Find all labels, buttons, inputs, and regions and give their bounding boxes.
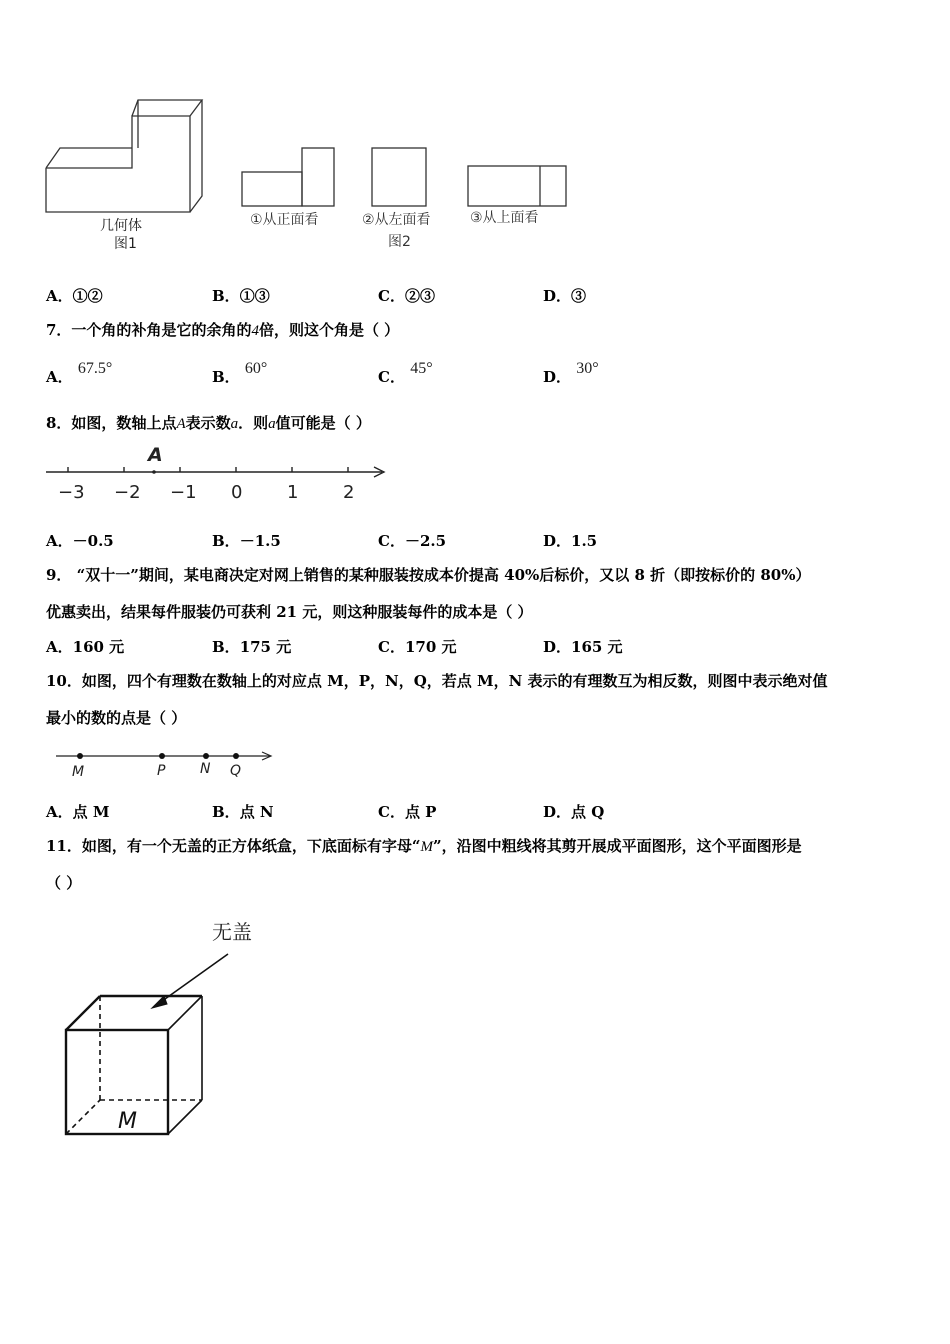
q11-stem-line1: 11．如图，有一个无盖的正方体纸盒，下底面标有字母“M”，沿图中粗线将其剪开展成平面图形，这个平面图形是: [46, 837, 802, 855]
point-a-label: A: [148, 444, 163, 466]
tick-label: 1: [287, 482, 299, 503]
q9-stem-line2: 优惠卖出，结果每件服装仍可获利 21 元，则这种服装每件的成本是（ ）: [46, 603, 533, 621]
q10-number-line: [52, 744, 276, 784]
geometry-figure-1: [40, 96, 210, 256]
three-views-figure-2: [236, 140, 572, 254]
q8-option-c[interactable]: C．－2.5: [378, 532, 447, 550]
point-n-label: N: [200, 761, 211, 777]
point-q-label: Q: [230, 763, 242, 779]
q7-option-d[interactable]: D． 30°: [543, 360, 599, 386]
tick-label: −3: [58, 482, 85, 503]
tick-label: 2: [343, 482, 355, 503]
q9-option-d[interactable]: D．165 元: [543, 638, 623, 656]
q8-option-d[interactable]: D．1.5: [543, 532, 598, 550]
q10-stem-line1: 10．如图，四个有理数在数轴上的对应点 M，P，N，Q，若点 M，N 表示的有理数互为相反数，则图中表示绝对值: [46, 672, 828, 690]
top-view: [468, 166, 566, 206]
point-m: [77, 753, 83, 759]
geometry-label: 几何体: [100, 218, 142, 234]
q7-option-b[interactable]: B． 60°: [212, 360, 268, 386]
tick-label: −1: [170, 482, 197, 503]
q9-stem-line1: 9． “双十一”期间，某电商决定对网上销售的某种服装按成本价提高 40%后标价，又以 8 折（即按标价的 80%）: [46, 566, 811, 584]
q9-option-b[interactable]: B．175 元: [212, 638, 292, 656]
bottom-face-label: M: [118, 1109, 137, 1134]
tick-label: 0: [231, 482, 243, 503]
q8-option-a[interactable]: A．－0.5: [46, 532, 114, 550]
top-view-label: ③从上面看: [470, 210, 539, 226]
lid-label: 无盖: [212, 920, 252, 944]
q8-option-b[interactable]: B．－1.5: [212, 532, 281, 550]
q9-option-a[interactable]: A．160 元: [46, 638, 125, 656]
fig1-label: 图1: [114, 236, 137, 252]
left-view: [372, 148, 426, 206]
front-view: [242, 172, 302, 206]
q10-option-b[interactable]: B．点 N: [212, 803, 274, 821]
q7-option-a[interactable]: A． 67.5°: [46, 360, 113, 386]
point-p-label: P: [157, 763, 166, 779]
q10-option-a[interactable]: A．点 M: [46, 803, 110, 821]
point-q: [233, 753, 239, 759]
q6-option-d[interactable]: D．③: [543, 287, 587, 305]
q7-stem: 7．一个角的补角是它的余角的4倍，则这个角是（ ）: [46, 321, 400, 339]
q8-number-line: [44, 442, 390, 504]
point-a-dot: [152, 470, 156, 474]
q9-option-c[interactable]: C．170 元: [378, 638, 457, 656]
q10-option-c[interactable]: C．点 P: [378, 803, 437, 821]
q10-stem-line2: 最小的数的点是（ ）: [46, 709, 187, 727]
point-p: [159, 753, 165, 759]
q8-stem: 8．如图，数轴上点A表示数a．则a值可能是（ ）: [46, 414, 371, 432]
q6-option-b[interactable]: B．①③: [212, 287, 270, 305]
point-m-label: M: [72, 764, 85, 780]
tick-label: −2: [114, 482, 141, 503]
point-n: [203, 753, 209, 759]
left-view-label: ②从左面看: [362, 212, 431, 228]
q10-option-d[interactable]: D．点 Q: [543, 803, 605, 821]
q6-option-c[interactable]: C．②③: [378, 287, 435, 305]
open-cube-figure: [60, 912, 270, 1142]
q6-option-a[interactable]: A．①②: [46, 287, 103, 305]
q11-stem-line2: （ ）: [46, 874, 82, 892]
front-view-label: ①从正面看: [250, 212, 319, 228]
fig2-label: 图2: [388, 234, 411, 250]
q7-option-c[interactable]: C． 45°: [378, 360, 433, 386]
